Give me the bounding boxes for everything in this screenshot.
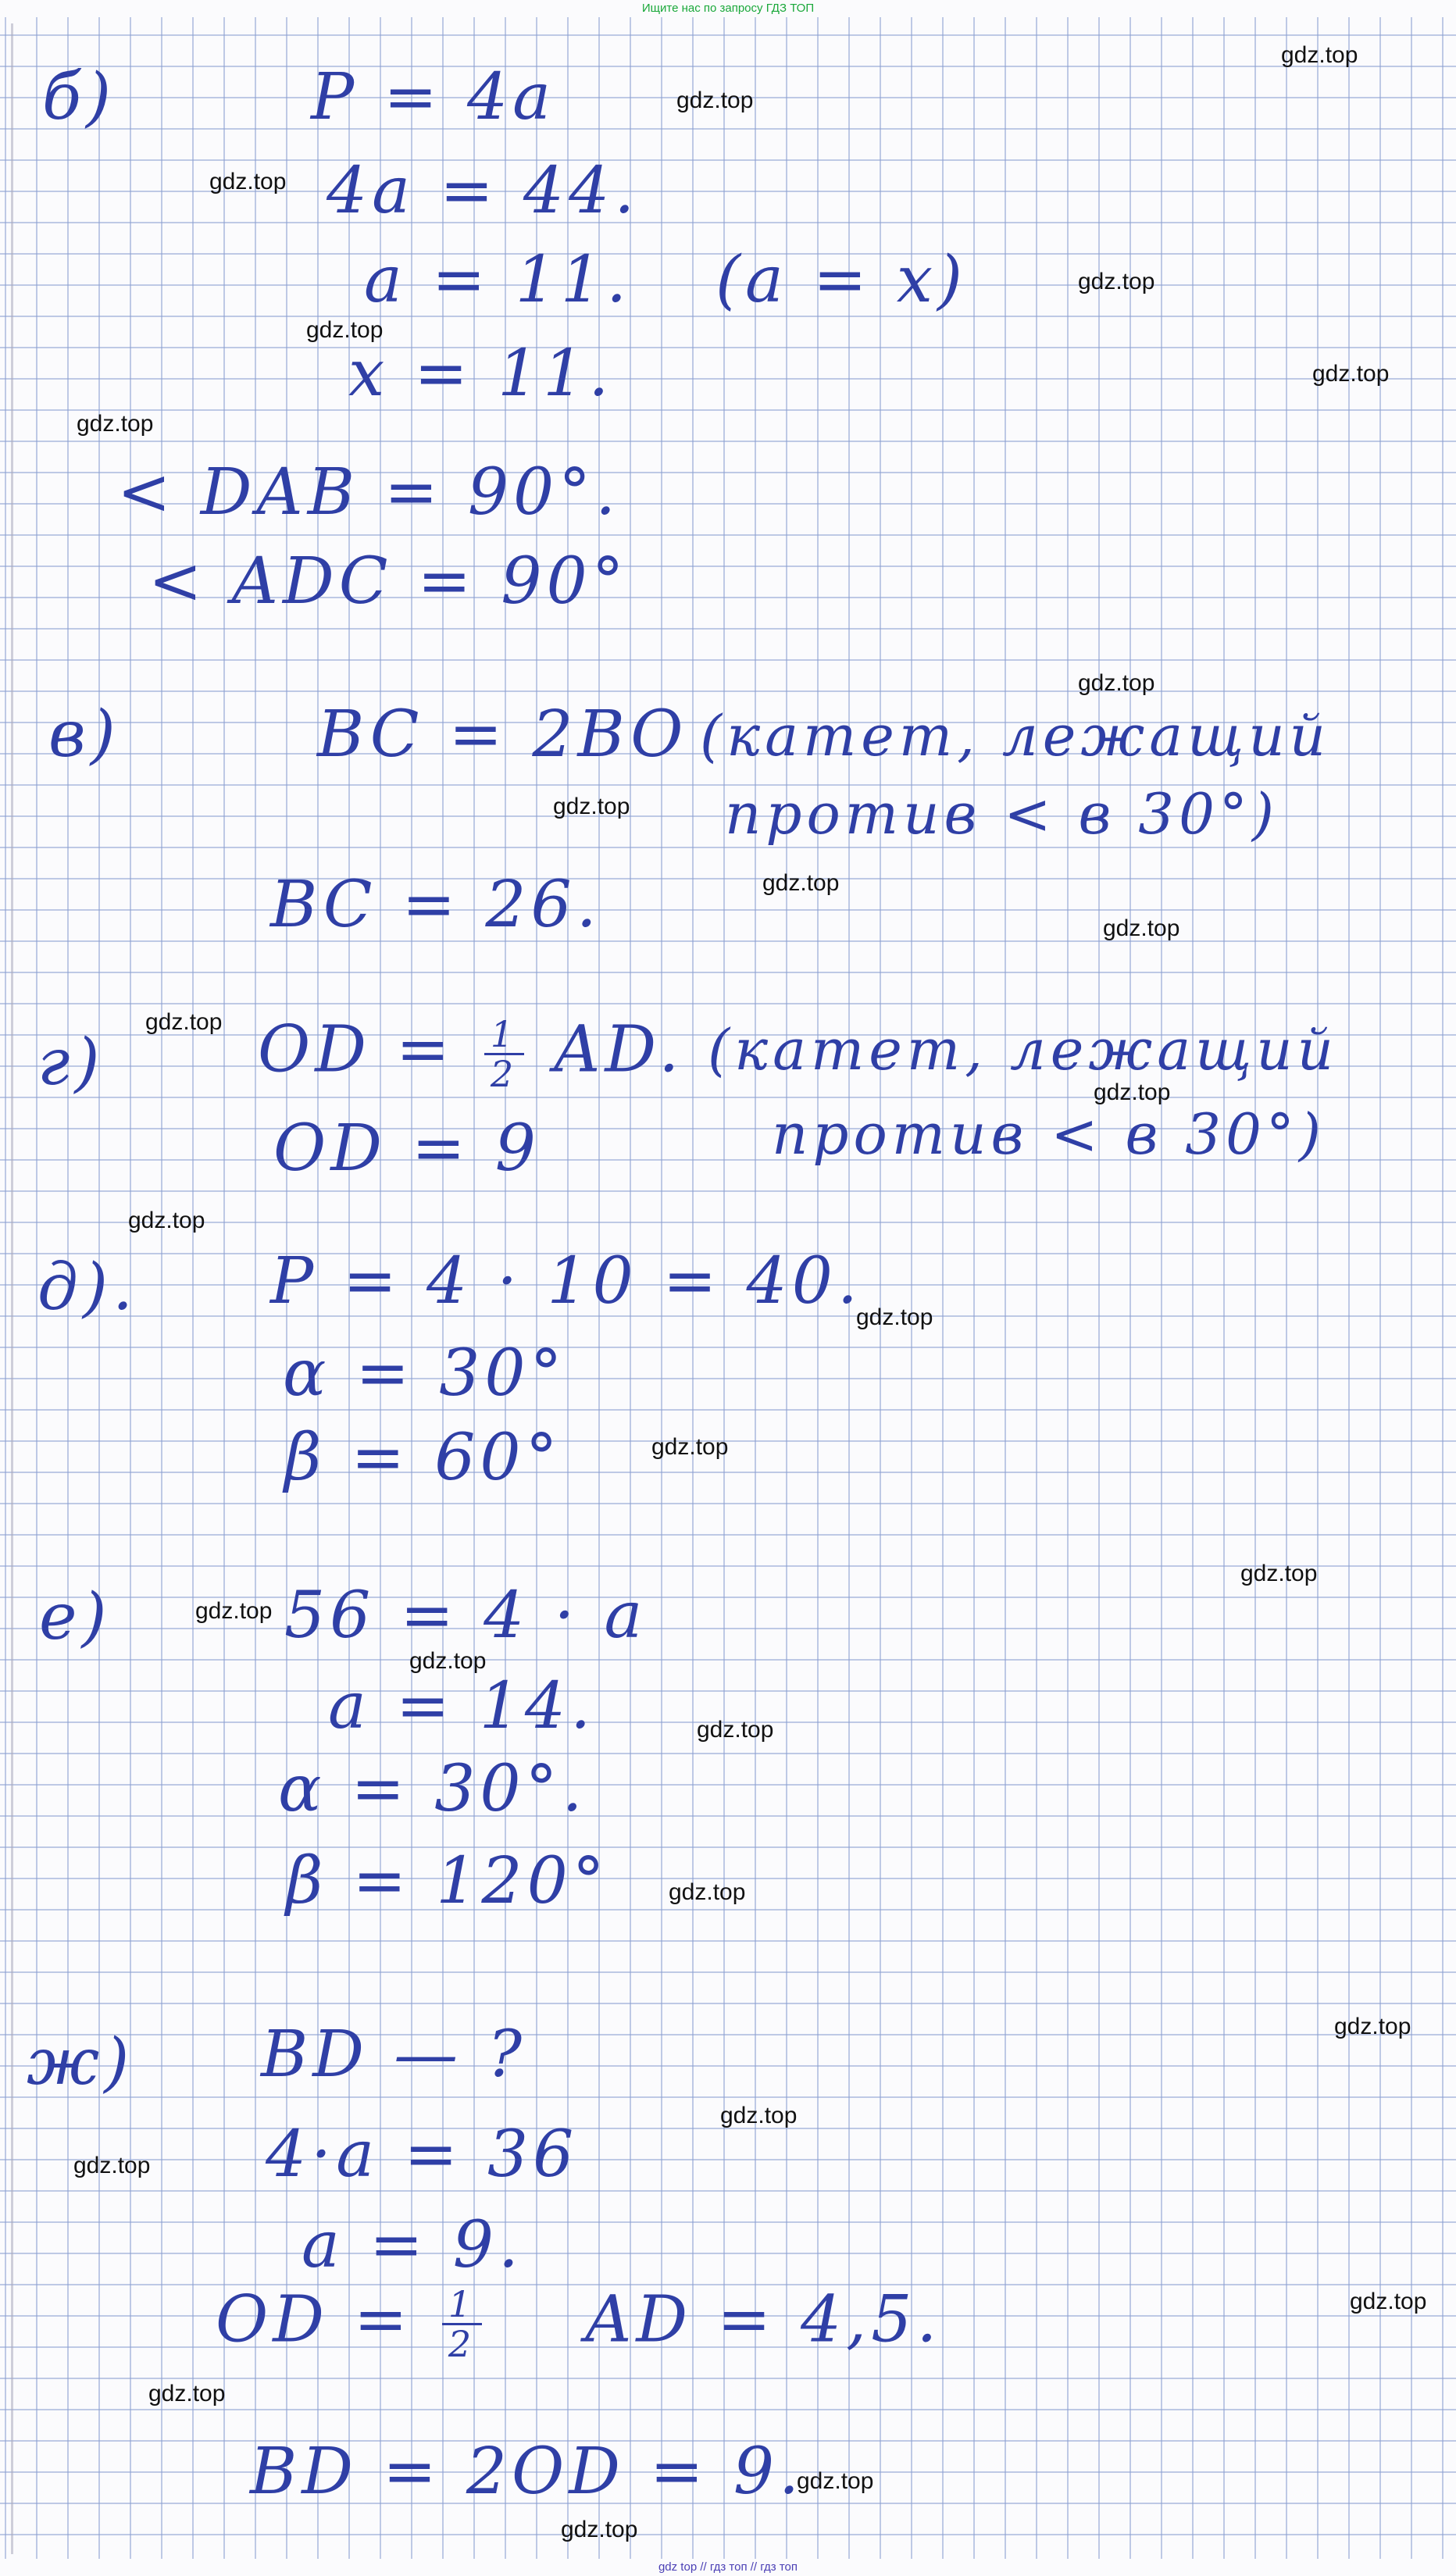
watermark: gdz.top <box>145 1009 223 1035</box>
watermark: gdz.top <box>306 317 384 343</box>
watermark: gdz.top <box>209 169 287 194</box>
watermark: gdz.top <box>73 2153 151 2178</box>
b-line-1: P = 4a <box>311 60 556 134</box>
watermark: gdz.top <box>1103 915 1180 941</box>
zh-fraction <box>442 2285 482 2364</box>
label-e: е) <box>39 1580 112 1654</box>
watermark: gdz.top <box>128 1208 205 1233</box>
g-line-1-post: AD. <box>554 1012 684 1087</box>
label-d: д). <box>37 1251 138 1325</box>
v-line-1: BC = 2BO <box>317 698 688 772</box>
watermark: gdz.top <box>195 1598 273 1624</box>
g-fraction <box>484 1015 524 1094</box>
notebook-margin-line <box>11 23 13 2554</box>
g-fraction-numerator: 1 <box>484 1015 524 1055</box>
watermark: gdz.top <box>697 1717 774 1743</box>
g-note-2: против < в 30°) <box>772 1101 1326 1167</box>
b-line-4: x = 11. <box>348 337 614 411</box>
g-line-1-pre: OD = <box>258 1012 455 1087</box>
watermark: gdz.top <box>1334 2014 1411 2039</box>
d-line-2: α = 30° <box>283 1336 567 1411</box>
zh-line-3: a = 9. <box>302 2208 523 2282</box>
watermark: gdz.top <box>797 2468 874 2494</box>
b-line-5: < DAB = 90°. <box>117 455 621 530</box>
zh-line-2: 4·a = 36 <box>266 2118 579 2192</box>
v-note-1: (катет, лежащий <box>700 703 1330 769</box>
e-line-3: α = 30°. <box>278 1752 587 1826</box>
watermark: gdz.top <box>148 2381 226 2407</box>
label-g: г) <box>37 1026 105 1100</box>
e-line-1: 56 = 4 · a <box>284 1579 648 1653</box>
g-line-1 <box>258 1012 684 1096</box>
top-banner[interactable]: Ищите нас по запросу ГДЗ ТОП <box>0 0 1456 17</box>
watermark: gdz.top <box>561 2517 638 2542</box>
watermark: gdz.top <box>1350 2289 1427 2314</box>
zh-line-4 <box>216 2282 942 2366</box>
watermark: gdz.top <box>1281 42 1358 68</box>
g-note-1: (катет, лежащий <box>708 1017 1338 1083</box>
watermark: gdz.top <box>676 87 754 113</box>
watermark: gdz.top <box>720 2103 798 2128</box>
bottom-banner[interactable]: gdz top // гдз топ // гдз топ <box>0 2559 1456 2576</box>
b-line-3: a = 11. <box>364 243 632 317</box>
g-line-2: OD = 9 <box>273 1111 541 1186</box>
v-note-2: против < в 30°) <box>725 781 1279 847</box>
d-line-3: β = 60° <box>284 1421 562 1495</box>
watermark: gdz.top <box>669 1879 746 1905</box>
watermark: gdz.top <box>1094 1079 1171 1105</box>
watermark: gdz.top <box>1312 361 1390 387</box>
zh-line-5: BD = 2OD = 9. <box>250 2435 805 2509</box>
label-b: б) <box>42 60 116 134</box>
watermark: gdz.top <box>1240 1561 1318 1586</box>
watermark: gdz.top <box>77 411 154 437</box>
watermark: gdz.top <box>856 1304 933 1330</box>
watermark: gdz.top <box>409 1648 487 1674</box>
b-line-2: 4a = 44. <box>327 154 640 228</box>
watermark: gdz.top <box>1078 670 1155 696</box>
b-note: (a = x) <box>716 243 967 317</box>
watermark: gdz.top <box>762 870 840 896</box>
watermark: gdz.top <box>1078 269 1155 294</box>
watermark: gdz.top <box>651 1434 729 1460</box>
b-line-6: < ADC = 90° <box>148 544 629 619</box>
label-zh: ж) <box>27 2025 134 2100</box>
label-v: в) <box>48 698 120 772</box>
e-line-4: β = 120° <box>286 1844 609 1918</box>
watermark: gdz.top <box>553 794 630 819</box>
v-line-2: BC = 26. <box>270 868 601 942</box>
zh-fraction-denominator: 2 <box>448 2323 476 2366</box>
zh-fraction-numerator: 1 <box>442 2285 482 2325</box>
e-line-2: a = 14. <box>328 1669 596 1743</box>
d-line-1: P = 4 · 10 = 40. <box>270 1244 862 1318</box>
zh-line-4-post: AD = 4,5. <box>585 2282 942 2357</box>
g-fraction-denominator: 2 <box>490 1053 519 1096</box>
zh-line-4-pre: OD = <box>216 2282 412 2357</box>
zh-line-1: BD — ? <box>261 2018 527 2092</box>
